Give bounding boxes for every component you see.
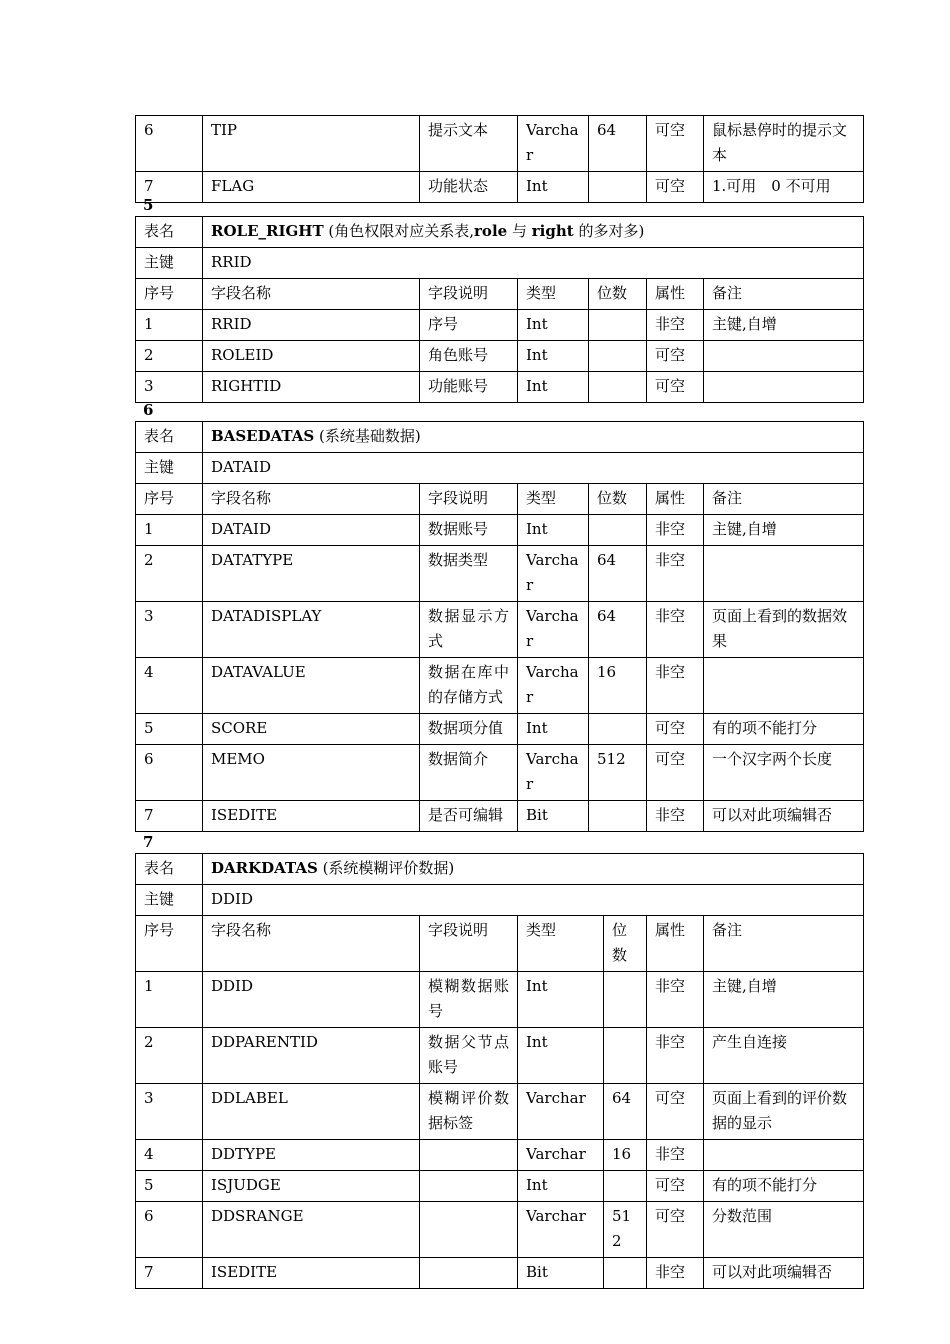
cell-seq: 1 [136, 972, 203, 1028]
table-desc-mid: 与 [507, 222, 532, 240]
table-row [136, 1084, 864, 1140]
cell-field-name: ISJUDGE [203, 1171, 420, 1202]
cell-field-desc [420, 1140, 518, 1171]
primary-key-row [136, 248, 864, 279]
cell-remark: 主键,自增 [704, 310, 864, 341]
primary-key-row [136, 885, 864, 916]
section-number: 5 [143, 196, 154, 214]
cell-digits [604, 972, 647, 1028]
pk-label: 主键 [136, 248, 203, 279]
cell-field-desc: 模糊数据账号 [420, 972, 518, 1028]
cell-seq: 6 [136, 116, 203, 172]
cell-seq: 7 [136, 172, 203, 203]
cell-attribute: 非空 [647, 658, 704, 714]
table-name: BASEDATAS [211, 427, 315, 445]
cell-digits: 64 [589, 546, 647, 602]
cell-field-name: ROLEID [203, 341, 420, 372]
header-remark: 备注 [704, 916, 864, 972]
cell-digits [589, 341, 647, 372]
cell-field-name: DATADISPLAY [203, 602, 420, 658]
cell-digits: 16 [604, 1140, 647, 1171]
header-field-name: 字段名称 [203, 279, 420, 310]
cell-seq: 3 [136, 1084, 203, 1140]
table-row [136, 172, 864, 203]
cell-remark: 1.可用 0 不可用 [704, 172, 864, 203]
table-desc-right: right [531, 222, 574, 240]
cell-attribute: 可空 [647, 116, 704, 172]
cell-attribute: 可空 [647, 1202, 704, 1258]
header-row [136, 279, 864, 310]
cell-field-name: DATAID [203, 515, 420, 546]
cell-seq: 7 [136, 801, 203, 832]
cell-field-name: SCORE [203, 714, 420, 745]
table-row [136, 714, 864, 745]
cell-seq: 2 [136, 546, 203, 602]
cell-digits [589, 714, 647, 745]
cell-type: Int [518, 515, 589, 546]
section-number: 7 [143, 833, 154, 851]
cell-remark: 鼠标悬停时的提示文本 [704, 116, 864, 172]
table-desc: (系统基础数据) [314, 427, 421, 445]
pk-value: DDID [203, 885, 864, 916]
cell-field-name: RRID [203, 310, 420, 341]
table-row [136, 1140, 864, 1171]
header-field-desc: 字段说明 [420, 916, 518, 972]
cell-attribute: 可空 [647, 714, 704, 745]
table-desc-open: (角色权限对应关系表, [323, 222, 475, 240]
cell-attribute: 非空 [647, 546, 704, 602]
table-row [136, 310, 864, 341]
cell-type: Int [518, 1171, 604, 1202]
cell-field-desc: 数据项分值 [420, 714, 518, 745]
cell-type: Varchar [518, 546, 589, 602]
cell-type: Varchar [518, 1202, 604, 1258]
header-attribute: 属性 [647, 279, 704, 310]
cell-field-desc [420, 1202, 518, 1258]
cell-field-desc: 角色账号 [420, 341, 518, 372]
cell-type: Varchar [518, 1140, 604, 1171]
cell-field-name: FLAG [203, 172, 420, 203]
cell-field-desc: 提示文本 [420, 116, 518, 172]
cell-remark: 页面上看到的评价数据的显示 [704, 1084, 864, 1140]
cell-remark: 分数范围 [704, 1202, 864, 1258]
table-basedatas [135, 421, 864, 832]
cell-field-name: TIP [203, 116, 420, 172]
pk-value: DATAID [203, 453, 864, 484]
cell-digits: 64 [589, 116, 647, 172]
table-darkdatas [135, 853, 864, 1289]
cell-type: Int [518, 172, 589, 203]
table-name: ROLE_RIGHT [211, 222, 324, 240]
header-remark: 备注 [704, 279, 864, 310]
cell-type: Varchar [518, 745, 589, 801]
table-desc-close: 的多对多) [573, 222, 645, 240]
cell-remark [704, 546, 864, 602]
cell-type: Int [518, 372, 589, 403]
table-row [136, 1028, 864, 1084]
table-continuation [135, 115, 864, 203]
header-row [136, 484, 864, 515]
cell-digits [589, 372, 647, 403]
cell-field-name: DDTYPE [203, 1140, 420, 1171]
header-row [136, 916, 864, 972]
cell-seq: 1 [136, 310, 203, 341]
cell-field-name: DDPARENTID [203, 1028, 420, 1084]
cell-seq: 3 [136, 602, 203, 658]
table-row [136, 801, 864, 832]
header-type: 类型 [518, 916, 604, 972]
table-row [136, 1202, 864, 1258]
table-name-label: 表名 [136, 217, 203, 248]
pk-value: RRID [203, 248, 864, 279]
cell-attribute: 非空 [647, 801, 704, 832]
cell-remark: 有的项不能打分 [704, 714, 864, 745]
cell-seq: 6 [136, 745, 203, 801]
section-number: 6 [143, 401, 154, 419]
cell-seq: 4 [136, 1140, 203, 1171]
cell-field-desc: 是否可编辑 [420, 801, 518, 832]
cell-type: Int [518, 714, 589, 745]
cell-type: Varchar [518, 1084, 604, 1140]
table-name-label: 表名 [136, 422, 203, 453]
cell-field-desc: 序号 [420, 310, 518, 341]
cell-digits: 512 [589, 745, 647, 801]
cell-digits: 64 [604, 1084, 647, 1140]
header-digits: 位数 [589, 484, 647, 515]
cell-remark: 可以对此项编辑否 [704, 801, 864, 832]
table-row [136, 372, 864, 403]
table-row [136, 658, 864, 714]
cell-remark: 页面上看到的数据效果 [704, 602, 864, 658]
table-name-row [136, 422, 864, 453]
header-field-name: 字段名称 [203, 916, 420, 972]
cell-type: Bit [518, 1258, 604, 1289]
cell-remark [704, 658, 864, 714]
table-desc-role: role [474, 222, 508, 240]
table-row [136, 546, 864, 602]
table-name-row [136, 854, 864, 885]
cell-field-name: ISEDITE [203, 801, 420, 832]
cell-seq: 7 [136, 1258, 203, 1289]
cell-field-desc [420, 1258, 518, 1289]
cell-field-desc: 数据显示方式 [420, 602, 518, 658]
cell-field-desc: 数据简介 [420, 745, 518, 801]
table-row [136, 515, 864, 546]
cell-remark [704, 341, 864, 372]
cell-digits [589, 310, 647, 341]
cell-attribute: 可空 [647, 172, 704, 203]
table-row [136, 116, 864, 172]
cell-attribute: 非空 [647, 515, 704, 546]
table-name-cell [203, 854, 864, 885]
header-type: 类型 [518, 279, 589, 310]
cell-field-name: DDSRANGE [203, 1202, 420, 1258]
table-row [136, 745, 864, 801]
cell-type: Int [518, 341, 589, 372]
cell-field-desc [420, 1171, 518, 1202]
table-role-right [135, 216, 864, 403]
table-row [136, 602, 864, 658]
cell-attribute: 非空 [647, 1140, 704, 1171]
table-row [136, 1258, 864, 1289]
cell-attribute: 可空 [647, 745, 704, 801]
cell-field-name: ISEDITE [203, 1258, 420, 1289]
cell-digits [589, 801, 647, 832]
cell-attribute: 非空 [647, 1028, 704, 1084]
cell-field-name: RIGHTID [203, 372, 420, 403]
cell-remark: 一个汉字两个长度 [704, 745, 864, 801]
cell-digits: 16 [589, 658, 647, 714]
cell-type: Bit [518, 801, 589, 832]
cell-seq: 5 [136, 1171, 203, 1202]
header-digits: 位数 [604, 916, 647, 972]
cell-seq: 2 [136, 341, 203, 372]
header-seq: 序号 [136, 279, 203, 310]
table-row [136, 972, 864, 1028]
cell-remark [704, 372, 864, 403]
cell-field-name: DDLABEL [203, 1084, 420, 1140]
cell-remark: 主键,自增 [704, 972, 864, 1028]
cell-digits [604, 1171, 647, 1202]
cell-digits [589, 515, 647, 546]
header-attribute: 属性 [647, 916, 704, 972]
cell-seq: 4 [136, 658, 203, 714]
cell-seq: 2 [136, 1028, 203, 1084]
header-seq: 序号 [136, 916, 203, 972]
cell-attribute: 非空 [647, 310, 704, 341]
cell-field-desc: 模糊评价数据标签 [420, 1084, 518, 1140]
cell-attribute: 可空 [647, 1084, 704, 1140]
cell-attribute: 非空 [647, 602, 704, 658]
cell-field-name: DDID [203, 972, 420, 1028]
cell-field-desc: 功能状态 [420, 172, 518, 203]
header-field-desc: 字段说明 [420, 484, 518, 515]
primary-key-row [136, 453, 864, 484]
cell-type: Varchar [518, 602, 589, 658]
header-digits: 位数 [589, 279, 647, 310]
cell-remark: 产生自连接 [704, 1028, 864, 1084]
cell-remark: 可以对此项编辑否 [704, 1258, 864, 1289]
cell-field-desc: 功能账号 [420, 372, 518, 403]
header-type: 类型 [518, 484, 589, 515]
cell-field-name: MEMO [203, 745, 420, 801]
cell-remark [704, 1140, 864, 1171]
cell-digits [604, 1258, 647, 1289]
cell-digits [589, 172, 647, 203]
header-field-desc: 字段说明 [420, 279, 518, 310]
cell-type: Varchar [518, 658, 589, 714]
header-field-name: 字段名称 [203, 484, 420, 515]
cell-seq: 1 [136, 515, 203, 546]
cell-attribute: 非空 [647, 1258, 704, 1289]
cell-remark: 有的项不能打分 [704, 1171, 864, 1202]
cell-field-desc: 数据账号 [420, 515, 518, 546]
cell-field-desc: 数据在库中的存储方式 [420, 658, 518, 714]
cell-seq: 5 [136, 714, 203, 745]
header-seq: 序号 [136, 484, 203, 515]
cell-field-name: DATATYPE [203, 546, 420, 602]
cell-attribute: 非空 [647, 972, 704, 1028]
cell-attribute: 可空 [647, 1171, 704, 1202]
table-desc: (系统模糊评价数据) [317, 859, 455, 877]
table-name-cell [203, 217, 864, 248]
cell-seq: 3 [136, 372, 203, 403]
cell-type: Int [518, 1028, 604, 1084]
cell-type: Varchar [518, 116, 589, 172]
table-name-label: 表名 [136, 854, 203, 885]
cell-type: Int [518, 310, 589, 341]
table-name: DARKDATAS [211, 859, 318, 877]
header-remark: 备注 [704, 484, 864, 515]
cell-digits: 512 [604, 1202, 647, 1258]
pk-label: 主键 [136, 885, 203, 916]
cell-type: Int [518, 972, 604, 1028]
cell-field-desc: 数据父节点账号 [420, 1028, 518, 1084]
cell-remark: 主键,自增 [704, 515, 864, 546]
cell-field-desc: 数据类型 [420, 546, 518, 602]
table-name-row [136, 217, 864, 248]
pk-label: 主键 [136, 453, 203, 484]
cell-attribute: 可空 [647, 341, 704, 372]
cell-field-name: DATAVALUE [203, 658, 420, 714]
header-attribute: 属性 [647, 484, 704, 515]
cell-digits [604, 1028, 647, 1084]
cell-digits: 64 [589, 602, 647, 658]
cell-seq: 6 [136, 1202, 203, 1258]
table-row [136, 341, 864, 372]
table-row [136, 1171, 864, 1202]
cell-attribute: 可空 [647, 372, 704, 403]
table-name-cell [203, 422, 864, 453]
